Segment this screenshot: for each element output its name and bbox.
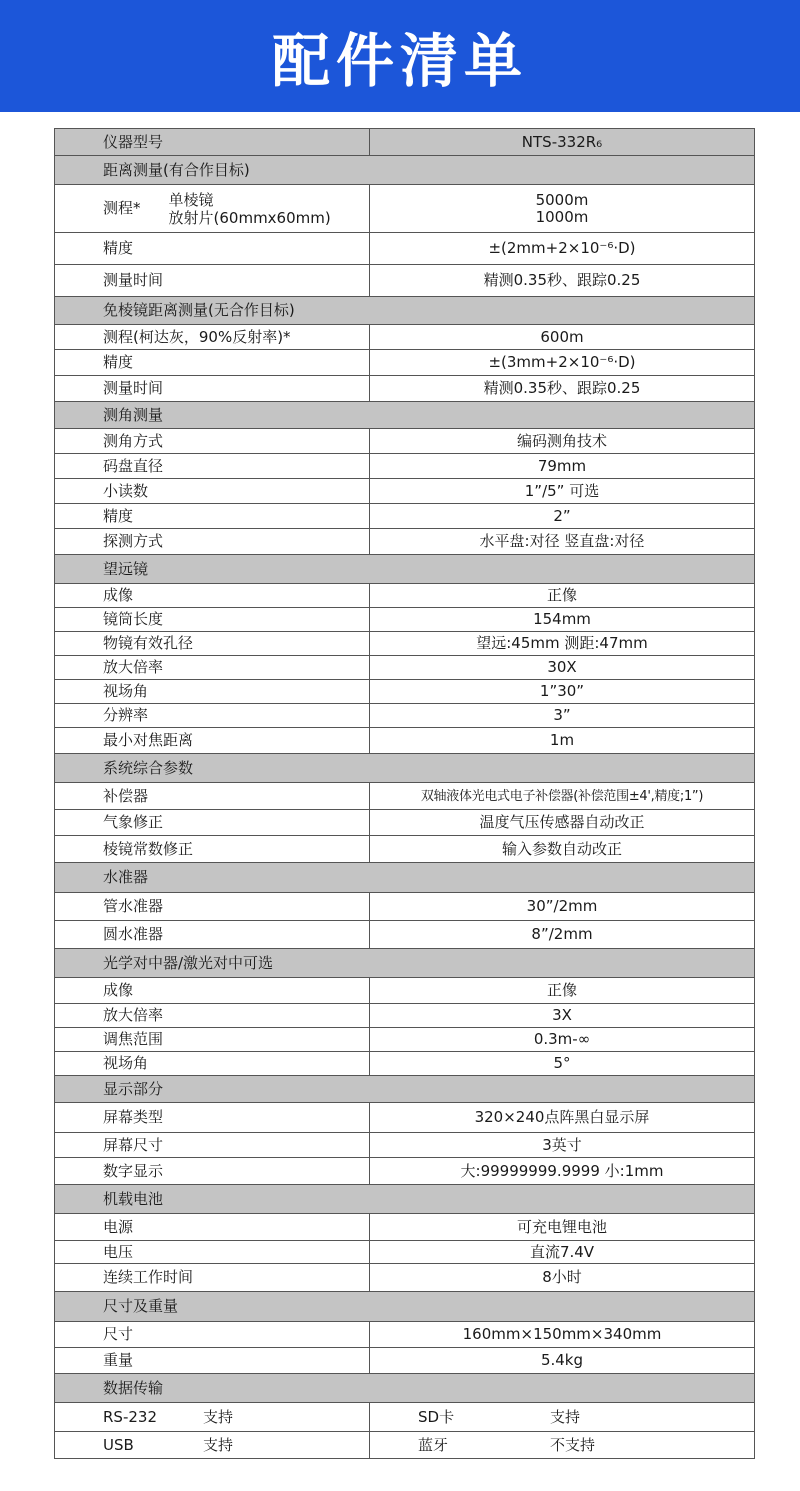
spec-row xyxy=(55,504,755,529)
section-title: 水准器 xyxy=(55,863,755,893)
section-header xyxy=(55,402,755,429)
spec-value: 1m xyxy=(370,728,755,754)
spec-label: 视场角 xyxy=(55,1052,370,1076)
spec-row xyxy=(55,429,755,454)
spec-value: 大:99999999.9999 小:1mm xyxy=(370,1158,755,1185)
spec-label: 连续工作时间 xyxy=(55,1264,370,1292)
spec-label: 精度 xyxy=(55,233,370,265)
spec-value: 3” xyxy=(370,704,755,728)
transfer-support: 支持 xyxy=(203,1407,234,1426)
spec-row xyxy=(55,810,755,836)
spec-row xyxy=(55,479,755,504)
spec-label: 镜筒长度 xyxy=(55,608,370,632)
spec-value: 5.4kg xyxy=(370,1348,755,1374)
spec-label: 重量 xyxy=(55,1348,370,1374)
spec-label: 管水准器 xyxy=(55,893,370,921)
spec-label: 小读数 xyxy=(55,479,370,504)
title-banner xyxy=(0,0,800,112)
section-title: 距离测量(有合作目标) xyxy=(55,156,755,185)
spec-row xyxy=(55,1103,755,1133)
spec-row xyxy=(55,608,755,632)
model-label: 仪器型号 xyxy=(55,129,370,156)
spec-value: 编码测角技术 xyxy=(370,429,755,454)
spec-label: 尺寸 xyxy=(55,1322,370,1348)
spec-value: 正像 xyxy=(370,584,755,608)
spec-value: 正像 xyxy=(370,978,755,1004)
transfer-port: SD卡 xyxy=(418,1407,455,1426)
spec-value: 8小时 xyxy=(370,1264,755,1292)
spec-label: 电源 xyxy=(55,1214,370,1241)
spec-value: 5° xyxy=(370,1052,755,1076)
spec-row xyxy=(55,529,755,555)
spec-value: 温度气压传感器自动改正 xyxy=(370,810,755,836)
range-sub2: 放射片(60mmx60mm) xyxy=(168,208,331,227)
spec-row xyxy=(55,783,755,810)
spec-row xyxy=(55,921,755,949)
spec-label: 视场角 xyxy=(55,680,370,704)
spec-value: 30”/2mm xyxy=(370,893,755,921)
spec-row xyxy=(55,656,755,680)
spec-value: 8”/2mm xyxy=(370,921,755,949)
spec-row xyxy=(55,376,755,402)
section-header xyxy=(55,297,755,325)
section-header xyxy=(55,555,755,584)
spec-value: 3X xyxy=(370,1004,755,1028)
spec-label: 物镜有效孔径 xyxy=(55,632,370,656)
spec-row xyxy=(55,1264,755,1292)
transfer-support: 支持 xyxy=(550,1407,581,1426)
spec-row xyxy=(55,584,755,608)
section-title: 机载电池 xyxy=(55,1185,755,1214)
spec-table xyxy=(54,128,755,1459)
transfer-port: RS-232 xyxy=(103,1407,157,1426)
spec-row xyxy=(55,265,755,297)
spec-row xyxy=(55,1158,755,1185)
spec-value: 2” xyxy=(370,504,755,529)
section-title: 尺寸及重量 xyxy=(55,1292,755,1322)
spec-row xyxy=(55,1028,755,1052)
section-header xyxy=(55,156,755,185)
spec-value: 可充电锂电池 xyxy=(370,1214,755,1241)
range-val1: 5000m xyxy=(535,190,589,209)
spec-row xyxy=(55,632,755,656)
spec-label: 测角方式 xyxy=(55,429,370,454)
spec-value: ±(2mm+2×10⁻⁶·D) xyxy=(370,233,755,265)
spec-label: 成像 xyxy=(55,978,370,1004)
section-title: 望远镜 xyxy=(55,555,755,584)
spec-label: 测程(柯达灰，90%反射率)* xyxy=(55,325,370,350)
spec-label: 精度 xyxy=(55,350,370,376)
spec-row xyxy=(55,680,755,704)
section-title: 显示部分 xyxy=(55,1076,755,1103)
transfer-support: 不支持 xyxy=(550,1435,596,1454)
section-header xyxy=(55,1185,755,1214)
spec-value: 精测0.35秒、跟踪0.25 xyxy=(370,376,755,402)
spec-row xyxy=(55,185,755,233)
spec-value: 双轴液体光电式电子补偿器(补偿范围±4',精度;1”) xyxy=(370,783,755,810)
spec-label: 棱镜常数修正 xyxy=(55,836,370,863)
spec-label: 放大倍率 xyxy=(55,656,370,680)
spec-label: 测量时间 xyxy=(55,265,370,297)
spec-value: 154mm xyxy=(370,608,755,632)
transfer-row xyxy=(55,1432,755,1459)
range-val2: 1000m xyxy=(535,207,589,226)
spec-label: 最小对焦距离 xyxy=(55,728,370,754)
spec-label: 成像 xyxy=(55,584,370,608)
spec-row xyxy=(55,836,755,863)
spec-row xyxy=(55,704,755,728)
section-title: 测角测量 xyxy=(55,402,755,429)
spec-value: 30X xyxy=(370,656,755,680)
page-title: 配件清单 xyxy=(271,27,528,95)
transfer-right xyxy=(370,1403,755,1432)
range-sub-labels xyxy=(169,191,331,227)
model-row xyxy=(55,129,755,156)
section-header xyxy=(55,949,755,978)
spec-row xyxy=(55,1052,755,1076)
spec-value: 3英寸 xyxy=(370,1133,755,1158)
transfer-left xyxy=(55,1403,370,1432)
section-title: 光学对中器/激光对中可选 xyxy=(55,949,755,978)
spec-label: 圆水准器 xyxy=(55,921,370,949)
spec-label: 放大倍率 xyxy=(55,1004,370,1028)
spec-label: 屏幕类型 xyxy=(55,1103,370,1133)
spec-value: 79mm xyxy=(370,454,755,479)
section-header xyxy=(55,1374,755,1403)
spec-label: 电压 xyxy=(55,1241,370,1264)
range-sub1: 单棱镜 xyxy=(168,190,214,209)
section-title: 数据传输 xyxy=(55,1374,755,1403)
range-label: 测程* xyxy=(103,199,141,217)
spec-label: 探测方式 xyxy=(55,529,370,555)
spec-value: 1”30” xyxy=(370,680,755,704)
section-title: 免棱镜距离测量(无合作目标) xyxy=(55,297,755,325)
spec-label: 测量时间 xyxy=(55,376,370,402)
range-values xyxy=(370,185,755,233)
spec-row xyxy=(55,1348,755,1374)
spec-label: 调焦范围 xyxy=(55,1028,370,1052)
spec-value: 水平盘:对径 竖直盘:对径 xyxy=(370,529,755,555)
transfer-port: USB xyxy=(103,1435,134,1454)
spec-value: 输入参数自动改正 xyxy=(370,836,755,863)
spec-row xyxy=(55,1322,755,1348)
spec-row xyxy=(55,1241,755,1264)
spec-row xyxy=(55,1004,755,1028)
spec-label: 精度 xyxy=(55,504,370,529)
spec-value: 望远:45mm 测距:47mm xyxy=(370,632,755,656)
section-header xyxy=(55,754,755,783)
transfer-port: 蓝牙 xyxy=(418,1435,449,1454)
transfer-row xyxy=(55,1403,755,1432)
spec-row xyxy=(55,728,755,754)
section-header xyxy=(55,1292,755,1322)
transfer-right xyxy=(370,1432,755,1459)
spec-label: 补偿器 xyxy=(55,783,370,810)
spec-row xyxy=(55,893,755,921)
transfer-support: 支持 xyxy=(203,1435,234,1454)
spec-row xyxy=(55,1133,755,1158)
spec-value: 直流7.4V xyxy=(370,1241,755,1264)
spec-row xyxy=(55,325,755,350)
spec-value: 0.3m-∞ xyxy=(370,1028,755,1052)
spec-label: 分辨率 xyxy=(55,704,370,728)
spec-row xyxy=(55,454,755,479)
spec-row xyxy=(55,1214,755,1241)
section-title: 系统综合参数 xyxy=(55,754,755,783)
section-header xyxy=(55,1076,755,1103)
spec-label: 屏幕尺寸 xyxy=(55,1133,370,1158)
section-header xyxy=(55,863,755,893)
range-label-cell xyxy=(55,185,370,233)
spec-value: 320×240点阵黑白显示屏 xyxy=(370,1103,755,1133)
transfer-left xyxy=(55,1432,370,1459)
spec-row xyxy=(55,350,755,376)
spec-value: 精测0.35秒、跟踪0.25 xyxy=(370,265,755,297)
spec-row xyxy=(55,233,755,265)
spec-label: 数字显示 xyxy=(55,1158,370,1185)
spec-value: 600m xyxy=(370,325,755,350)
spec-value: ±(3mm+2×10⁻⁶·D) xyxy=(370,350,755,376)
spec-label: 气象修正 xyxy=(55,810,370,836)
spec-value: 1”/5” 可选 xyxy=(370,479,755,504)
spec-row xyxy=(55,978,755,1004)
spec-label: 码盘直径 xyxy=(55,454,370,479)
model-value: NTS-332R₆ xyxy=(370,129,755,156)
spec-value: 160mm×150mm×340mm xyxy=(370,1322,755,1348)
